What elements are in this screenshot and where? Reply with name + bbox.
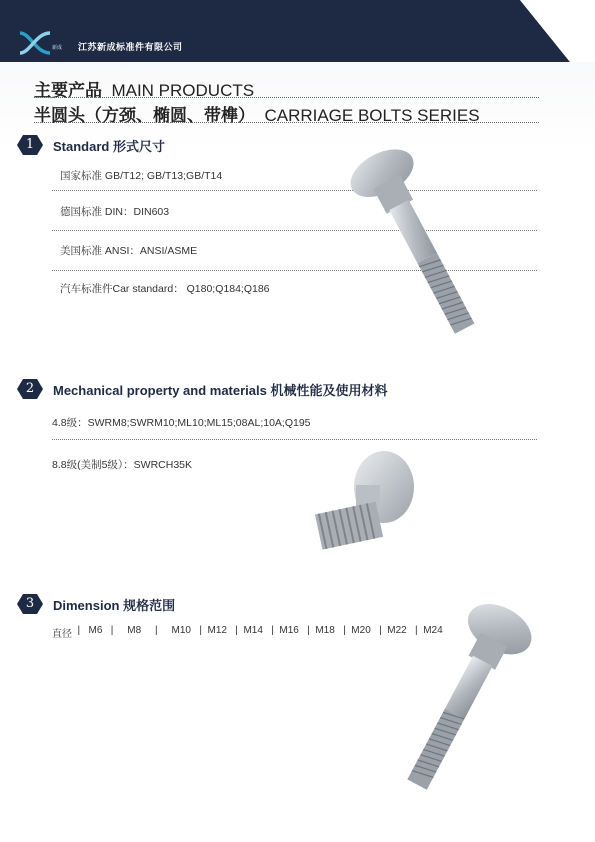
section-standard-header	[17, 134, 165, 156]
section-number-badge: 3	[17, 594, 43, 614]
dimension-item: M20	[351, 625, 371, 636]
dimension-separator: |	[190, 625, 208, 636]
dimension-separator: |	[226, 625, 244, 636]
dimension-separator: |	[141, 625, 172, 636]
dimension-separator: |	[370, 625, 388, 636]
dimension-label: 直径	[52, 629, 72, 640]
main-title-en: MAIN PRODUCTS	[111, 81, 255, 100]
dimension-separator: |	[102, 625, 128, 636]
dimension-item: M6	[88, 625, 103, 636]
section-title: Standard 形式尺寸	[53, 138, 165, 154]
material-row: 4.8级：SWRM8;SWRM10;ML10;ML15;08AL;10A;Q195	[52, 417, 311, 429]
dimension-item: M22	[387, 625, 407, 636]
dimension-separator: |	[72, 625, 89, 636]
dimension-item: M14	[243, 625, 263, 636]
dimension-separator: |	[298, 625, 316, 636]
standard-row: 国家标准 GB/T12; GB/T13;GB/T14	[60, 170, 223, 182]
main-title-cn: 主要产品	[34, 81, 102, 100]
title-divider	[34, 97, 539, 98]
carriage-bolt-image	[340, 135, 540, 350]
dimension-item: M8	[127, 625, 142, 636]
dimension-item: M24	[423, 625, 443, 636]
standard-row: 德国标准 DIN：DIN603	[60, 206, 170, 218]
series-title-en: CARRIAGE BOLTS SERIES	[264, 106, 480, 125]
section-number-badge: 1	[17, 135, 43, 155]
series-title-cn: 半圆头（方颈、椭圆、带榫）	[34, 106, 255, 125]
dimension-item: M18	[315, 625, 335, 636]
section-title: Mechanical property and materials 机械性能及使用材料	[53, 382, 388, 398]
standard-row: 美国标准 ANSI：ANSI/ASME	[60, 245, 198, 257]
company-logo	[18, 30, 52, 56]
material-row: 8.8级(美制5级）：SWRCH35K	[52, 459, 193, 471]
section-title: Dimension 规格范围	[53, 597, 176, 613]
short-carriage-bolt-image	[312, 445, 424, 557]
standard-row: 汽车标准件Car standard： Q180;Q184;Q186	[60, 283, 270, 295]
row-divider	[52, 439, 537, 440]
section-number-badge: 2	[17, 379, 43, 399]
section-dimension-header	[17, 593, 175, 615]
company-name: 江苏新成标准件有限公司	[78, 42, 183, 52]
dimension-separator: |	[406, 625, 424, 636]
logo-subtext: 新成	[52, 45, 63, 51]
dimension-separator: |	[262, 625, 280, 636]
dimension-item: M16	[279, 625, 299, 636]
dimension-item: M10	[171, 625, 191, 636]
section-mechanical-header	[17, 378, 387, 400]
title-divider	[34, 122, 539, 123]
dimension-separator: |	[334, 625, 352, 636]
dimension-item: M12	[207, 625, 227, 636]
long-carriage-bolt-image	[355, 598, 545, 813]
header-band	[0, 0, 595, 62]
